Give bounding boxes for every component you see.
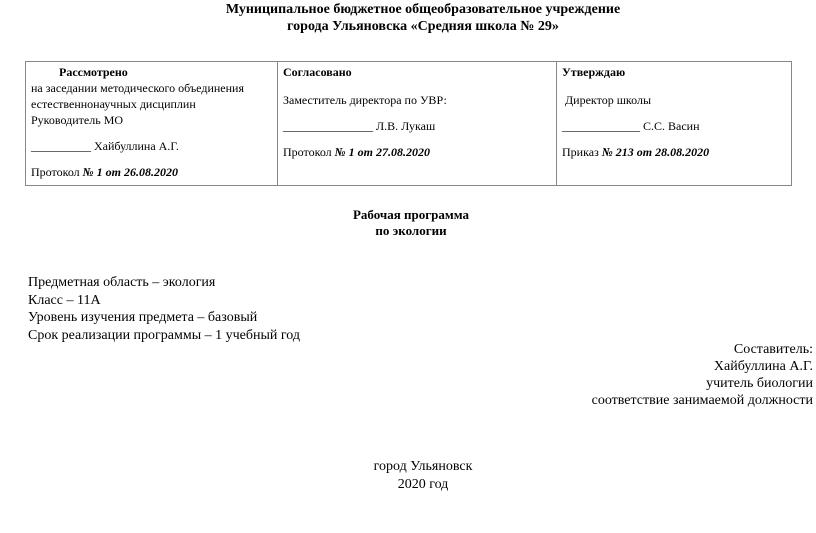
detail-line: Срок реализации программы – 1 учебный год <box>28 327 301 343</box>
program-title-block <box>0 207 816 239</box>
position: Директор школы <box>562 93 652 107</box>
cell-title: Согласовано <box>283 65 352 79</box>
signature-line: __________ Хайбуллина А.Г. <box>31 139 179 153</box>
footer <box>0 458 816 494</box>
footer-year: 2020 год <box>397 477 449 492</box>
author-line: учитель биологии <box>706 376 813 391</box>
author-line: Хайбуллина А.Г. <box>713 359 813 374</box>
protocol-label: Приказ <box>562 145 602 159</box>
protocol-label: Протокол <box>283 145 335 159</box>
protocol <box>562 144 786 160</box>
school-city: города Ульяновска «Средняя школа № 29» <box>287 19 559 34</box>
cell-line: на заседании методического объединения <box>31 81 244 95</box>
cell-title: Рассмотрено <box>59 65 128 79</box>
program-title: Рабочая программа <box>352 207 470 222</box>
cell-line: Руководитель МО <box>31 113 124 127</box>
detail-line: Предметная область – экология <box>28 275 216 290</box>
approval-approved <box>557 62 791 185</box>
footer-city: город Ульяновск <box>373 459 473 474</box>
author-line: Составитель: <box>733 342 813 357</box>
signature-line: _______________ Л.В. Лукаш <box>283 119 436 133</box>
school-name: Муниципальное бюджетное общеобразовательное учреждение <box>225 2 621 17</box>
protocol-value: № 213 от 28.08.2020 <box>601 145 710 159</box>
signature-line: _____________ С.С. Васин <box>562 119 700 133</box>
approval-table <box>25 61 792 186</box>
protocol <box>31 164 272 180</box>
detail-line: Класс – 11А <box>28 292 101 308</box>
approval-agreed <box>278 62 557 185</box>
protocol-value: № 1 от 26.08.2020 <box>82 165 178 179</box>
program-subtitle: по экологии <box>375 223 447 238</box>
detail-line: Уровень изучения предмета – базовый <box>28 310 258 325</box>
protocol-value: № 1 от 27.08.2020 <box>334 145 430 159</box>
position: Заместитель директора по УВР: <box>283 93 447 107</box>
cell-line: естественнонаучных дисциплин <box>31 97 196 111</box>
protocol-label: Протокол <box>31 165 83 179</box>
author-block <box>592 341 813 409</box>
approval-reviewed <box>26 62 278 185</box>
program-details <box>28 274 300 344</box>
protocol <box>283 144 551 160</box>
cell-title: Утверждаю <box>562 65 626 79</box>
author-line: соответствие занимаемой должности <box>591 393 813 408</box>
